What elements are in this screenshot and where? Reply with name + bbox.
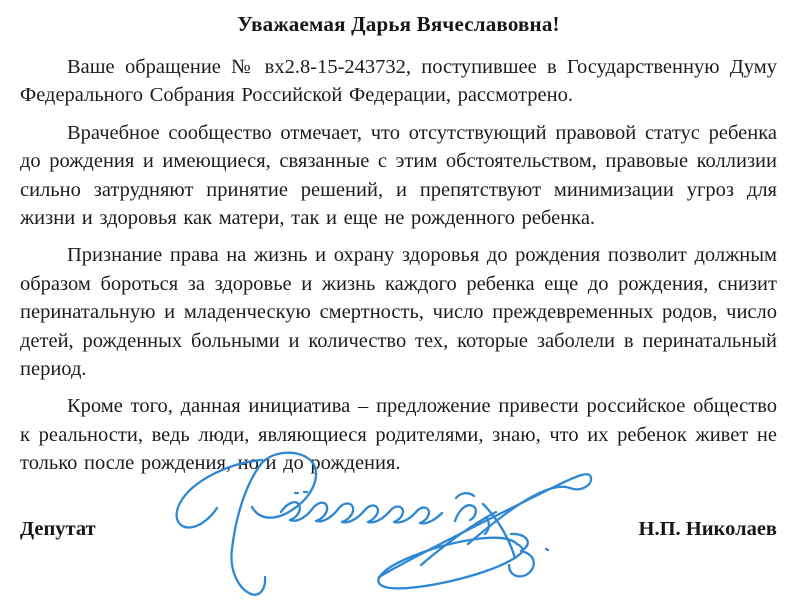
deputy-label: Депутат xyxy=(20,518,96,540)
letter-paragraph-2: Врачебное сообщество отмечает, что отсутствующий правовой статус ребенка до рождения и имеющиеся, связанные с этим обстоятельством, правовые коллизии сильно затрудняют принятие решений, и препятствуют минимизации угроз для жизни и здоровья как матери, так и еще не рожденного ребенка. xyxy=(20,121,777,230)
signatory-name: Н.П. Николаев xyxy=(638,518,777,540)
letter-paragraph-4: Кроме того, данная инициатива – предложение привести российское общество к реальности, ведь люди, являющиеся родителями, знаю, что их ребенок живет не только после рождения, но и до рождения. xyxy=(20,395,777,475)
letter-salutation: Уважаемая Дарья Вячеславовна! xyxy=(237,12,560,36)
letter-paragraph-3: Признание права на жизнь и охрану здоровья до рождения позволит должным образом бороться за здоровье и жизнь каждого ребенка еще до рождения, снизит перинатальную и младенческую смертность, число преждевременных родов, число детей, рожденных больными и количество тех, которые заболели в перинатальный период. xyxy=(20,244,777,381)
signature-row xyxy=(20,518,777,541)
letter-paragraph-1: Ваше обращение № вх2.8-15-243732, поступившее в Государственную Думу Федерального Собрания Российской Федерации, рассмотрено. xyxy=(20,56,777,107)
